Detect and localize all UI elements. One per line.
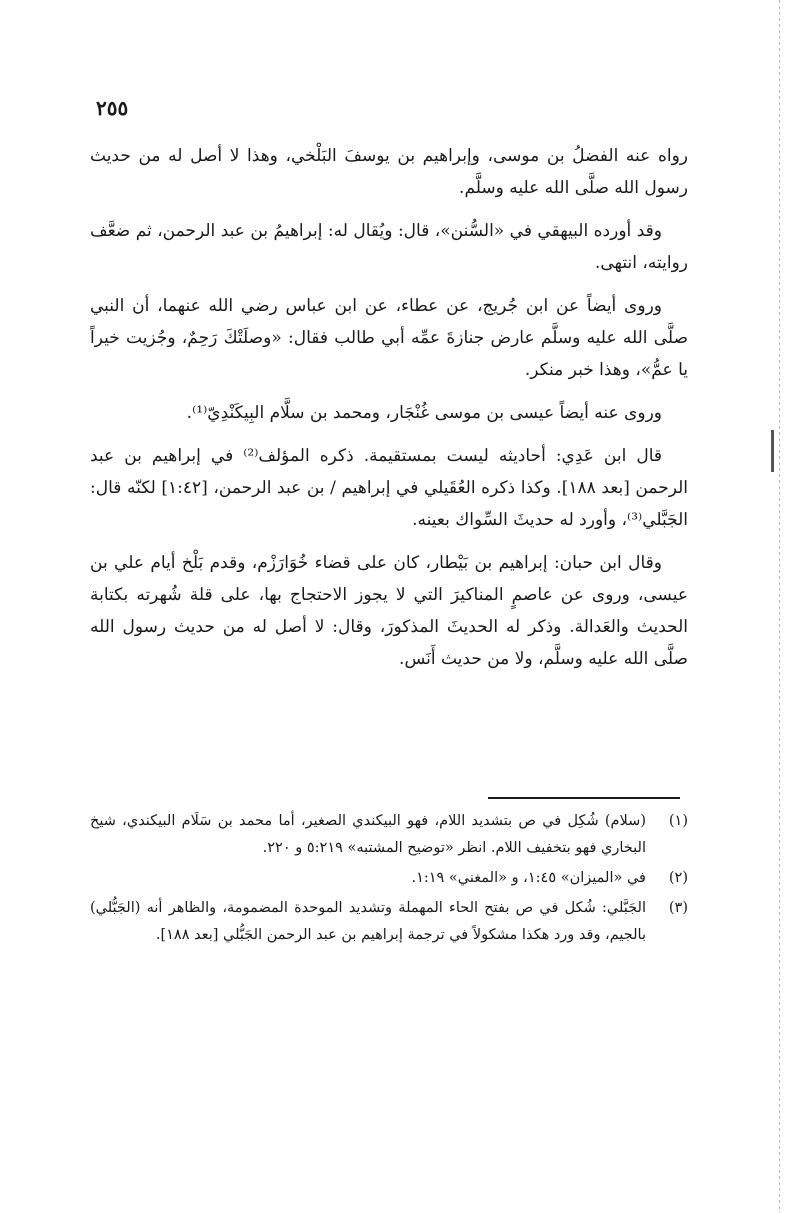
paragraph-2: وقد أورده البيهقي في «السُّنن»، قال: ويُقال له: إبراهيمُ بن عبد الرحمن، ثم ضعَّف روايته، انتهى.	[90, 221, 688, 273]
paragraph-5: قال ابن عَدِي: أحاديثه ليست بمستقيمة. ذكره المؤلف⁽²⁾ في إبراهيم بن عبد الرحمن [بعد ١٨٨]. وكذا ذكره العُقَيلي في إبراهيم / بن عبد الرحمن، [١:٤٢] لكنّه قال: الجَبَّلي⁽³⁾، وأورد له حديثَ السِّواك بعينه.	[90, 446, 688, 530]
footnote-text: الجَبَّلي: شُكل في ص بفتح الحاء المهملة وتشديد الموحدة المضمومة، والظاهر أنه (الجَبُّلي) بالجيم، وقد ورد هكذا مشكولاً في ترجمة إبراهيم بن عبد الرحمن الجَبُّلي [بعد ١٨٨].	[90, 900, 646, 943]
footnote-text: (سلام) شُكِل في ص بتشديد اللام، فهو البيكندي الصغير، أما محمد بن سَلَام البيكندي، شيخ البخاري فهو بتخفيف اللام. انظر «توضيح المشتبه» ٥:٢١٩ و ٢٢٠.	[90, 813, 646, 856]
paragraph-4: وروى عنه أيضاً عيسى بن موسى غُنْجَار، ومحمد بن سلَّام البِيكَنْدِيّ⁽¹⁾.	[186, 403, 662, 423]
page-number: ٢٥٥	[96, 96, 129, 120]
footnote-2	[90, 865, 688, 892]
paragraph-3: وروى أيضاً عن ابن جُريج، عن عطاء، عن ابن عباس رضي الله عنهما، أن النبي صلَّى الله عليه وسلَّم عارض جنازةَ عمِّه أبي طالب فقال: «وصلَتْكَ رَحِمٌ، وجُزيت خيراً يا عمُّ»، وهذا خبر منكر.	[90, 296, 688, 380]
footnote-number: (١)	[668, 813, 688, 829]
footnote-separator	[488, 797, 680, 799]
paragraph-1: رواه عنه الفضلُ بن موسى، وإبراهيم بن يوسفَ البَلْخي، وهذا لا أصل له من حديث رسول الله صلَّى الله عليه وسلَّم.	[90, 146, 688, 198]
main-text	[90, 140, 688, 686]
footnote-text: في «الميزان» ١:٤٥، و «المغني» ١:١٩.	[411, 870, 646, 886]
page-edge-line	[779, 0, 780, 1213]
footnote-number: (٢)	[668, 870, 688, 886]
footnote-number: (٣)	[668, 900, 688, 916]
footnote-3	[90, 895, 688, 949]
binding-mark	[771, 430, 774, 472]
footnote-1	[90, 808, 688, 862]
footnotes	[90, 808, 688, 952]
paragraph-6: وقال ابن حبان: إبراهيم بن بَيْطار، كان على قضاء خُوَارَزْم، وقدم بَلْخ أيام علي بن عيسى، وروى عن عاصمٍ المناكيرَ التي لا يجوز الاحتجاج بها، على قلة شُهرته بكتابة الحديث والعَدالة. وذكر له الحديثَ المذكورَ، وقال: لا أصل له من حديث رسول الله صلَّى الله عليه وسلَّم، ولا من حديث أَنَس.	[90, 553, 688, 669]
